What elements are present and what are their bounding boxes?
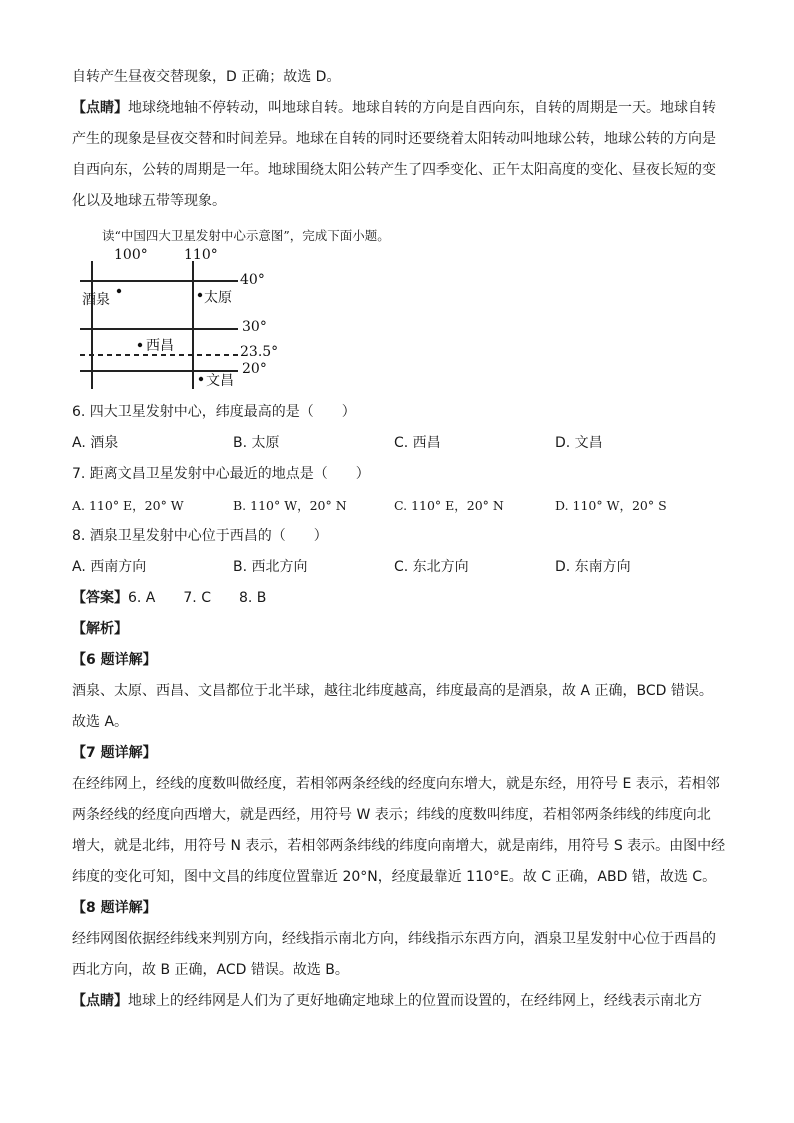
text-line: 酒泉、太原、西昌、文昌都位于北半球，越往北纬度越高，纬度最高的是酒泉，故 A 正确，BCD 错误。	[72, 683, 713, 699]
q7-detail-label: 【7 题详解】	[72, 745, 157, 761]
label-wenchang: 文昌	[206, 373, 234, 389]
label-lat-23-5: 23.5°	[240, 344, 279, 360]
option-c: C. 西昌	[394, 435, 441, 451]
text-line: 地球绕地轴不停转动，叫地球自转。地球自转的方向是自西向东，自转的周期是一天。地球自转	[128, 100, 716, 116]
option-d: D. 东南方向	[555, 559, 631, 575]
option-b: B. 太原	[233, 435, 280, 451]
option-b: B. 110° W，20° N	[233, 498, 347, 513]
answer-text: 6. A 7. C 8. B	[128, 590, 267, 606]
question-6-stem: 6. 四大卫星发射中心，纬度最高的是（ ）	[72, 404, 356, 420]
text-line: 纬度的变化可知，图中文昌的纬度位置靠近 20°N，经度最靠近 110°E。故 C 正确，ABD 错，故选 C。	[72, 869, 717, 885]
satellite-center-map	[80, 247, 310, 391]
dianjing-paragraph	[72, 986, 722, 1017]
text-line: 西北方向，故 B 正确，ACD 错误。故选 B。	[72, 962, 349, 978]
option-c: C. 110° E，20° N	[394, 498, 504, 513]
text-line: 自转产生昼夜交替现象，D 正确；故选 D。	[72, 69, 341, 85]
option-c: C. 东北方向	[394, 559, 469, 575]
label-xichang: 西昌	[146, 338, 174, 354]
text-line: 地球上的经纬网是人们为了更好地确定地球上的位置而设置的，在经纬网上，经线表示南北方	[128, 993, 702, 1009]
label-lat-40: 40°	[240, 272, 265, 288]
option-a: A. 110° E，20° W	[72, 498, 184, 513]
text-line: 两条经线的经度向西增大，就是西经，用符号 W 表示；纬线的度数叫纬度，若相邻两条纬线的纬度向北	[72, 807, 711, 823]
dianjing-paragraph	[72, 93, 722, 124]
option-b: B. 西北方向	[233, 559, 308, 575]
text-line: 产生的现象是昼夜交替和时间差异。地球在自转的同时还要绕着太阳转动叫地球公转，地球公转的方向是	[72, 131, 716, 147]
option-a: A. 酒泉	[72, 435, 119, 451]
q8-detail-label: 【8 题详解】	[72, 900, 157, 916]
taiyuan-dot	[198, 293, 202, 297]
label-taiyuan: 太原	[204, 290, 232, 306]
jiuquan-dot	[117, 289, 121, 293]
text-line: 化以及地球五带等现象。	[72, 193, 226, 209]
analysis-label: 【解析】	[72, 621, 128, 637]
map-intro: 读“中国四大卫星发射中心示意图”，完成下面小题。	[102, 228, 390, 243]
label-lat-20: 20°	[242, 361, 267, 377]
question-7-stem: 7. 距离文昌卫星发射中心最近的地点是（ ）	[72, 466, 370, 482]
option-a: A. 西南方向	[72, 559, 147, 575]
text-line: 在经纬网上，经线的度数叫做经度，若相邻两条经线的经度向东增大，就是东经，用符号 E 表示，若相邻	[72, 776, 720, 792]
dianjing-label: 【点睛】	[72, 993, 128, 1009]
question-7-options	[72, 490, 722, 521]
answer-line	[72, 583, 722, 614]
xichang-dot	[138, 343, 142, 347]
label-lat-30: 30°	[242, 319, 267, 335]
map-grid	[80, 251, 310, 391]
document-page	[72, 62, 726, 1017]
question-6-options	[72, 428, 722, 459]
text-line: 故选 A。	[72, 714, 129, 730]
question-8-options	[72, 552, 722, 583]
label-lon-110: 110°	[184, 247, 218, 263]
q6-detail-label: 【6 题详解】	[72, 652, 157, 668]
label-lon-100: 100°	[114, 247, 148, 263]
question-8-stem: 8. 酒泉卫星发射中心位于西昌的（ ）	[72, 528, 328, 544]
text-line: 自西向东，公转的周期是一年。地球围绕太阳公转产生了四季变化、正午太阳高度的变化、昼夜长短的变	[72, 162, 716, 178]
text-line: 增大，就是北纬，用符号 N 表示，若相邻两条纬线的纬度向南增大，就是南纬，用符号 S 表示。由图中经	[72, 838, 726, 854]
label-jiuquan: 酒泉	[82, 292, 110, 308]
wenchang-dot	[199, 377, 203, 381]
dianjing-label: 【点睛】	[72, 100, 128, 116]
option-d: D. 文昌	[555, 435, 603, 451]
option-d: D. 110° W，20° S	[555, 498, 667, 513]
answer-label: 【答案】	[72, 590, 128, 606]
text-line: 经纬网图依据经纬线来判别方向，经线指示南北方向，纬线指示东西方向，酒泉卫星发射中心位于西昌的	[72, 931, 716, 947]
